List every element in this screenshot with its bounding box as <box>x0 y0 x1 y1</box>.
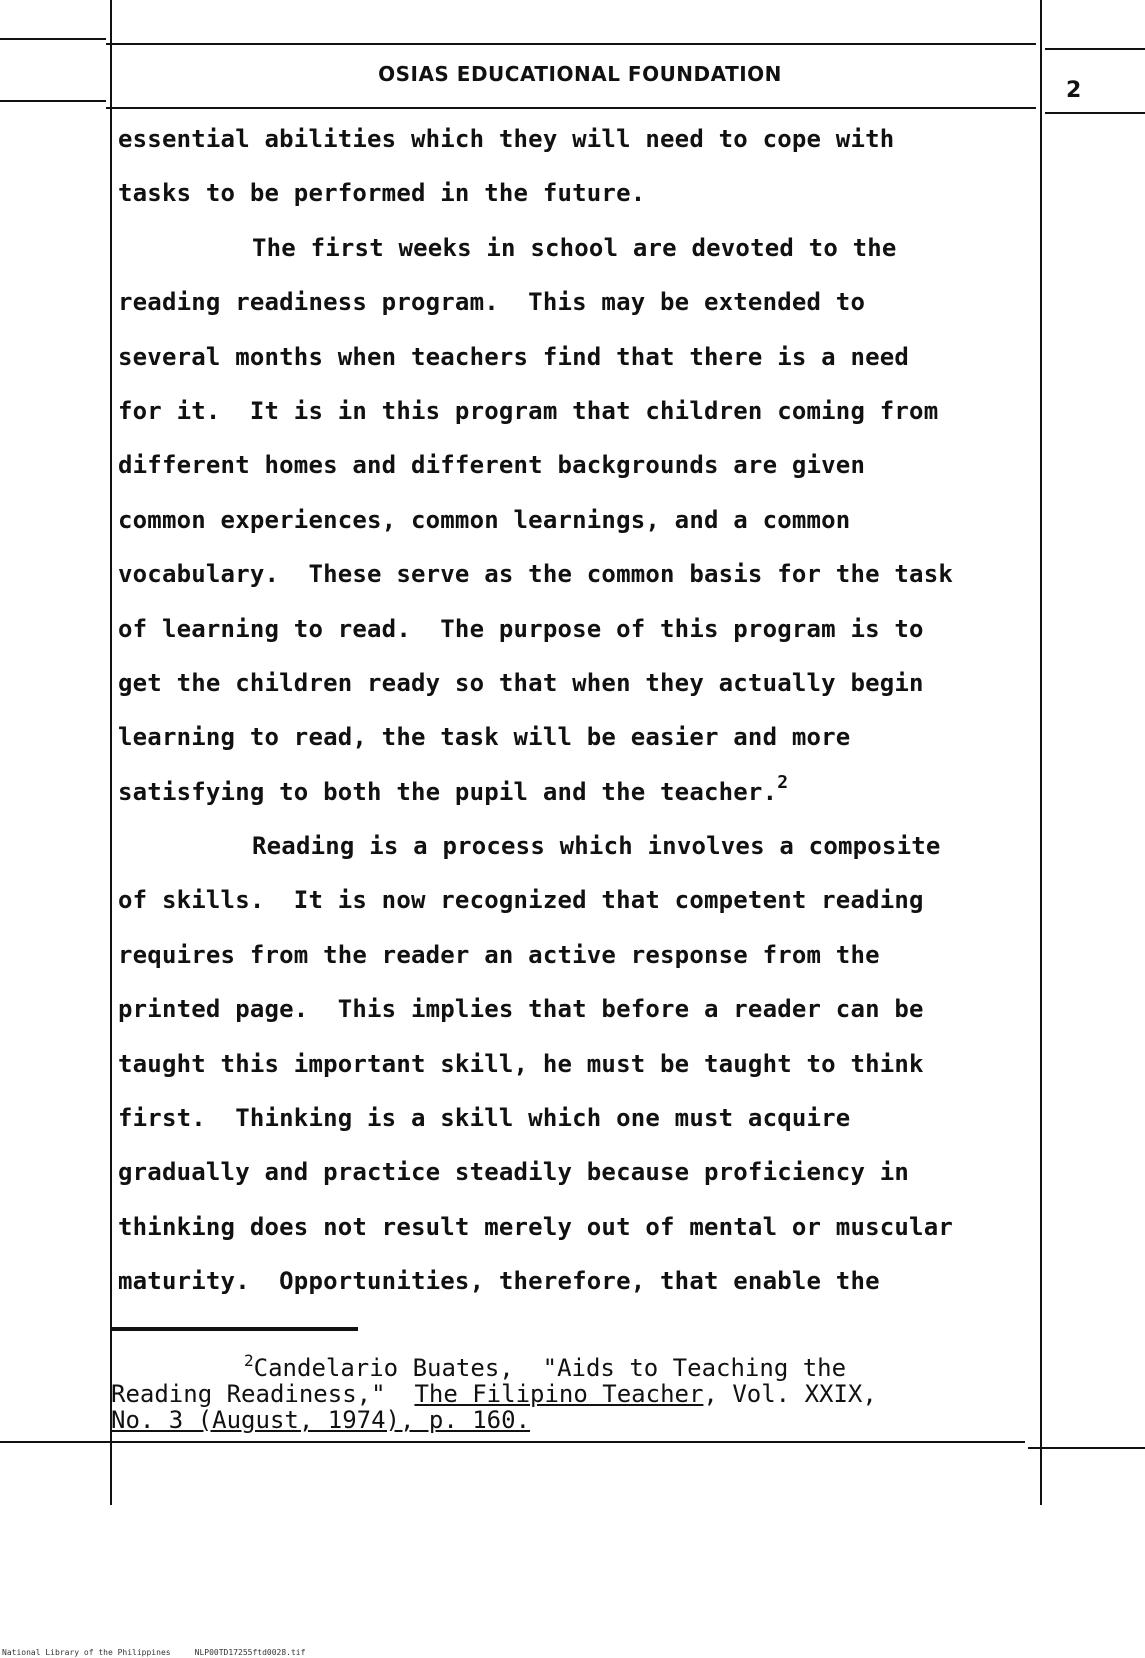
text-line: gradually and practice steadily because proficiency in <box>118 1158 910 1187</box>
text-line: first. Thinking is a skill which one must acquire <box>118 1104 851 1133</box>
page-number: 2 <box>1066 78 1082 103</box>
footnote-line <box>111 1351 1011 1382</box>
right-header-rule <box>1045 112 1145 114</box>
text-line: essential abilities which they will need to cope with <box>118 125 895 153</box>
footnote-citation-author: Candelario Buates, "Aids to Teaching the <box>253 1354 847 1382</box>
text-line: for it. It is in this program that children coming from <box>118 396 939 425</box>
text-line: thinking does not result merely out of mental or muscular <box>118 1212 954 1241</box>
right-top-rule <box>1045 48 1145 50</box>
footnote <box>111 1351 1011 1434</box>
text-line: reading readiness program. This may be extended to <box>118 288 866 317</box>
footnote-reference: 2 <box>777 771 789 793</box>
text-line: printed page. This implies that before a reader can be <box>118 995 924 1024</box>
text-line-with-footnote-ref <box>118 765 1038 819</box>
bottom-rule <box>0 1441 1025 1443</box>
text-line: tasks to be performed in the future. <box>118 179 646 208</box>
text-line: learning to read, the task will be easier and more <box>118 723 851 752</box>
text-line: different homes and different backgrounds are given <box>118 451 866 480</box>
text-line: get the children ready so that when they actually begin <box>118 668 924 697</box>
top-rule <box>0 38 106 40</box>
header-bottom-rule <box>106 107 1036 109</box>
text-line: of learning to read. The purpose of this program is to <box>118 614 924 643</box>
body-text <box>118 112 1038 1309</box>
text-line: several months when teachers find that there is a need <box>118 342 910 371</box>
footnote-line: No. 3 (August, 1974), p. 160. <box>111 1406 531 1434</box>
scan-credit: National Library of the Philippines NLP00TD17255ftd0028.tif <box>2 1648 306 1657</box>
text-line: common experiences, common learnings, and a common <box>118 505 851 534</box>
left-header-rule <box>0 100 106 102</box>
footnote-separator <box>111 1327 358 1331</box>
text-line: satisfying to both the pupil and the teacher. <box>118 777 778 806</box>
text-line: maturity. Opportunities, therefore, that enable the <box>118 1267 880 1296</box>
text-line: of skills. It is now recognized that competent reading <box>118 886 924 915</box>
footnote-marker: 2 <box>244 1351 254 1370</box>
text-line: taught this important skill, he must be taught to think <box>118 1049 924 1078</box>
right-margin-rule <box>1040 0 1042 1505</box>
text-line: requires from the reader an active response from the <box>118 940 880 969</box>
paragraph-start-line: Reading is a process which involves a composite <box>252 832 941 861</box>
page-header-title: OSIAS EDUCATIONAL FOUNDATION <box>378 62 782 86</box>
paragraph-start-line: The first weeks in school are devoted to the <box>252 233 897 262</box>
left-margin-rule <box>110 0 112 1505</box>
footnote-journal-title: The Filipino Teacher <box>414 1380 704 1408</box>
footnote-citation-text: Reading Readiness," <box>111 1380 415 1408</box>
header-top-rule <box>106 43 1036 45</box>
bottom-right-rule <box>1028 1447 1145 1449</box>
text-line: vocabulary. These serve as the common basis for the task <box>118 560 954 589</box>
footnote-citation-volume: , Vol. XXIX, <box>703 1380 877 1408</box>
footnote-line <box>111 1381 1011 1407</box>
